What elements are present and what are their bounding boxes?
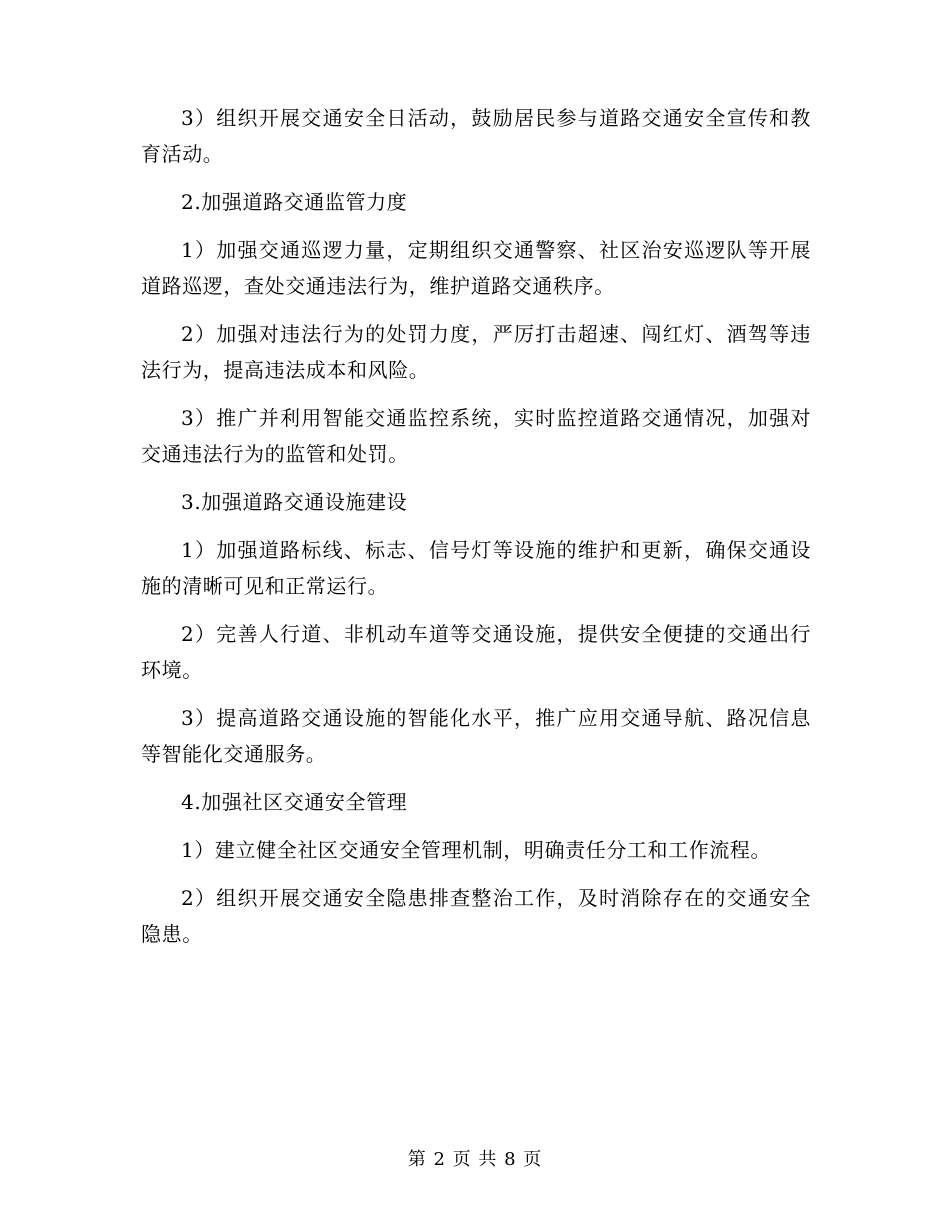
section-heading: 2.加强道路交通监管力度 <box>181 190 408 214</box>
section-heading: 4.加强社区交通安全管理 <box>181 790 408 814</box>
paragraph-item: 3）组织开展交通安全日活动，鼓励居民参与道路交通安全宣传和教育活动。 <box>141 106 811 166</box>
paragraph-item: 1）建立健全社区交通安全管理机制，明确责任分工和工作流程。 <box>181 838 772 862</box>
document-body <box>141 100 811 964</box>
paragraph-item: 1）加强交通巡逻力量，定期组织交通警察、社区治安巡逻队等开展道路巡逻，查处交通违法行为，维护道路交通秩序。 <box>141 238 811 298</box>
page-footer <box>0 1146 950 1174</box>
paragraph-item: 2）组织开展交通安全隐患排查整治工作，及时消除存在的交通安全隐患。 <box>141 886 811 946</box>
section-heading: 3.加强道路交通设施建设 <box>181 490 408 514</box>
paragraph-item: 2）加强对违法行为的处罚力度，严厉打击超速、闯红灯、酒驾等违法行为，提高违法成本和风险。 <box>141 322 811 382</box>
paragraph-item: 1）加强道路标线、标志、信号灯等设施的维护和更新，确保交通设施的清晰可见和正常运行。 <box>141 538 811 598</box>
paragraph-item: 3）推广并利用智能交通监控系统，实时监控道路交通情况，加强对交通违法行为的监管和处罚。 <box>141 406 811 466</box>
paragraph-item: 2）完善人行道、非机动车道等交通设施，提供安全便捷的交通出行环境。 <box>141 622 811 682</box>
paragraph-item: 3）提高道路交通设施的智能化水平，推广应用交通导航、路况信息等智能化交通服务。 <box>141 706 811 766</box>
page-number-label: 第 2 页 共 8 页 <box>407 1149 543 1170</box>
